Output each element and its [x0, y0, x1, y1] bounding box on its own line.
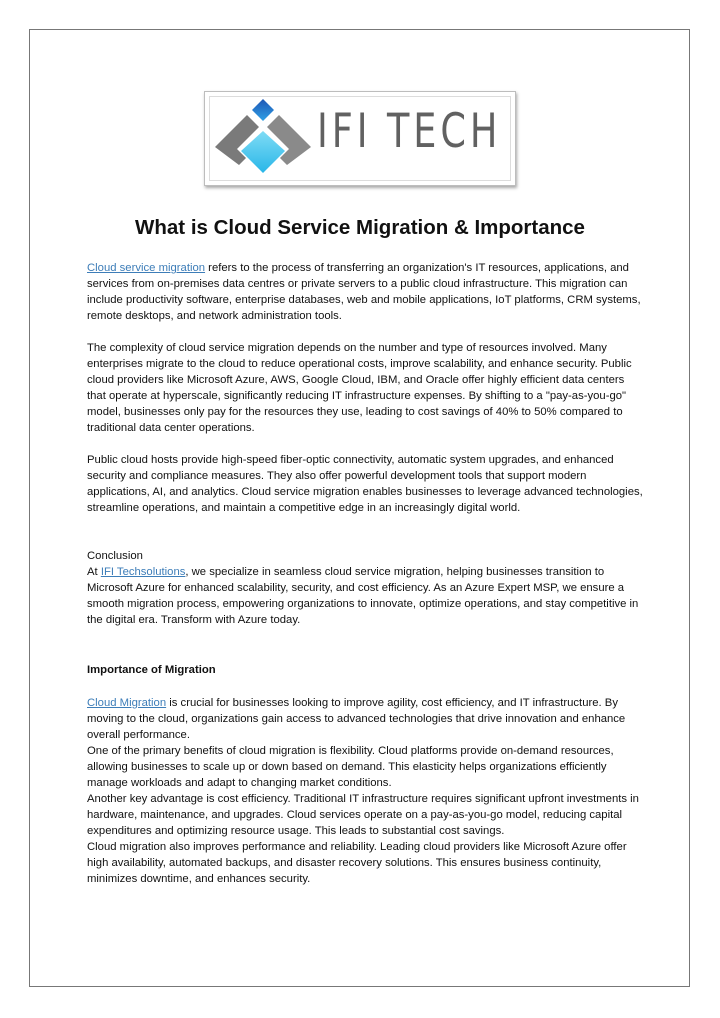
cloud-migration-link[interactable]: Cloud Migration — [87, 697, 167, 709]
conclusion-text: , we specialize in seamless cloud service migration, helping businesses transition to Microsoft Azure for enhanced scalability, security, and cost efficiency. As an Azure Expert MSP, we ensure a smooth migration process, empowering organizations to innovate, optimize operations, and stay competitive in the digital era. Transform with Azure today. — [87, 566, 639, 626]
conclusion-section — [87, 548, 643, 628]
conclusion-prefix: At — [87, 566, 101, 578]
company-logo — [204, 91, 516, 186]
complexity-text: The complexity of cloud service migration depends on the number and type of resources involved. Many enterprises migrate to the cloud to reduce operational costs, improve scalability, and enhance security. Public cloud providers like Microsoft Azure, AWS, Google Cloud, IBM, and Oracle offer highly efficient data centers that operate at hyperscale, significantly reducing IT infrastructure expenses. By shifting to a "pay-as-you-go" model, businesses only pay for the resources they use, leading to cost savings of 40% to 50% compared to traditional data center operations. — [87, 342, 632, 434]
public-cloud-paragraph — [87, 452, 643, 516]
conclusion-heading: Conclusion — [87, 550, 143, 562]
importance-text-2: One of the primary benefits of cloud migration is flexibility. Cloud platforms provide on-demand resources, allowing businesses to scale up or down based on demand. This elasticity helps organizations efficiently manage workloads and adapt to changing market conditions. — [87, 745, 614, 789]
importance-text-4: Cloud migration also improves performance and reliability. Leading cloud providers like Microsoft Azure offer high availability, automated backups, and disaster recovery solutions. This ensures business continuity, minimizes downtime, and enhances security. — [87, 841, 627, 885]
importance-text-3: Another key advantage is cost efficiency. Traditional IT infrastructure requires significant upfront investments in hardware, maintenance, and upgrades. Cloud services operate on a pay-as-you-go model, reducing capital expenditures and optimizing resource usage. This leads to substantial cost savings. — [87, 793, 639, 837]
cloud-service-migration-link[interactable]: Cloud service migration — [87, 262, 206, 274]
importance-heading: Importance of Migration — [87, 664, 216, 676]
page-title: What is Cloud Service Migration & Importance — [135, 216, 585, 239]
diamond-logo-icon — [213, 97, 313, 175]
importance-heading-block — [87, 662, 643, 678]
intro-text: refers to the process of transferring an organization's IT resources, applications, and services from on-premises data centres or private servers to a public cloud infrastructure. This migration can include productivity software, enterprise databases, web and mobile applications, IoT platforms, CRM systems, remote desktops, and network administration tools. — [87, 262, 641, 322]
ifi-techsolutions-link[interactable]: IFI Techsolutions — [100, 566, 186, 578]
complexity-paragraph — [87, 340, 643, 436]
intro-paragraph — [87, 260, 643, 324]
public-cloud-text: Public cloud hosts provide high-speed fiber-optic connectivity, automatic system upgrades, and enhanced security and compliance measures. They also offer powerful development tools that support modern applications, AI, and analytics. Cloud service migration enables businesses to leverage advanced technologies, streamline operations, and maintain a competitive edge in an increasingly digital world. — [87, 454, 643, 514]
importance-text-1: is crucial for businesses looking to improve agility, cost efficiency, and IT infrastructure. By moving to the cloud, organizations gain access to advanced technologies that drive innovation and enhance overall performance. — [87, 697, 626, 741]
importance-section — [87, 695, 643, 887]
logo-wordmark: IFI TECH — [317, 104, 502, 159]
